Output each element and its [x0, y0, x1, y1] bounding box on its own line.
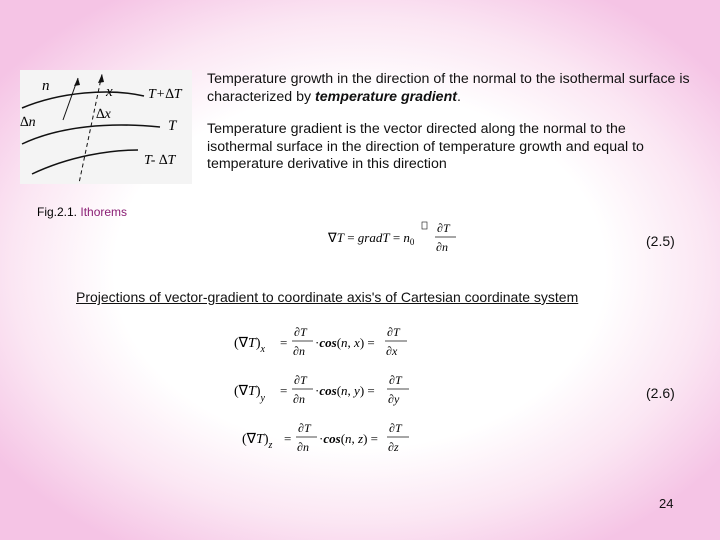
- eq26y-equals: =: [280, 383, 288, 398]
- paragraph-gradient-definition: Temperature gradient is the vector directed along the normal to the isothermal surface in the direction of temperature growth and equal to temperature derivative in this direction: [207, 121, 644, 172]
- caption-prefix: Fig.2.1.: [37, 205, 81, 219]
- eq26z-cos: ·cos(n, z) =: [319, 431, 379, 446]
- paragraph-temperature-growth: [207, 71, 695, 106]
- equation-2-6-x: [234, 322, 414, 362]
- isotherm-figure: [20, 70, 192, 184]
- eq26z-equals: =: [284, 431, 292, 446]
- eq25-missing-glyph: [422, 222, 427, 229]
- eq26x-equals: =: [280, 335, 288, 350]
- projections-heading: Projections of vector-gradient to coordinate axis's of Cartesian coordinate system: [76, 289, 579, 305]
- label-t-plus: T+∆T: [148, 87, 182, 102]
- para1-bold-term: temperature gradient: [315, 88, 457, 105]
- eq26x-lhs: $(\nabla T)_x$: [234, 336, 265, 355]
- eq26y-num1: ∂T: [294, 373, 307, 387]
- eq26x-den1: ∂n: [293, 344, 305, 358]
- page-number: 24: [659, 496, 674, 511]
- equation-2-5: [326, 218, 466, 258]
- eq26z-num1: ∂T: [298, 421, 311, 435]
- eq26y-den2: ∂y: [388, 392, 400, 406]
- label-delta-n: ∆n: [20, 115, 36, 130]
- eq26y-den1: ∂n: [293, 392, 305, 406]
- eq26x-num1: ∂T: [294, 325, 307, 339]
- eq25-denominator: ∂n: [436, 240, 448, 254]
- para1-end: .: [456, 88, 461, 105]
- eq25-lhs: ∇T = gradT = $n_0$: [328, 230, 415, 247]
- eq26x-cos: ·cos(n, x) =: [315, 335, 375, 350]
- eq25-numerator: ∂T: [437, 221, 450, 235]
- equation-number-2-6: (2.6): [646, 385, 675, 401]
- label-x: x: [106, 84, 113, 100]
- equation-2-6-y: [234, 370, 416, 412]
- label-t-minus: T- ∆T: [144, 153, 176, 168]
- eq26z-num2: ∂T: [389, 421, 402, 435]
- eq26x-num2: ∂T: [387, 325, 400, 339]
- eq26x-den2: ∂x: [386, 344, 398, 358]
- equation-number-2-5: (2.5): [646, 233, 675, 249]
- eq26y-num2: ∂T: [389, 373, 402, 387]
- equation-2-6-z: [242, 418, 414, 460]
- para1-text: Temperature growth in the direction of the normal to the isothermal surface is characterized by: [207, 71, 690, 105]
- eq26y-lhs: $(\nabla T)_y$: [234, 384, 265, 404]
- eq26z-lhs: $(\nabla T)_z$: [242, 432, 273, 451]
- eq26z-den2: ∂z: [388, 440, 399, 454]
- label-delta-x: ∆x: [96, 107, 111, 122]
- eq26z-den1: ∂n: [297, 440, 309, 454]
- label-t: T: [168, 118, 177, 134]
- eq26y-cos: ·cos(n, y) =: [315, 383, 375, 398]
- caption-title: Ithorems: [80, 205, 128, 219]
- label-n: n: [42, 78, 50, 94]
- figure-caption: [37, 205, 127, 219]
